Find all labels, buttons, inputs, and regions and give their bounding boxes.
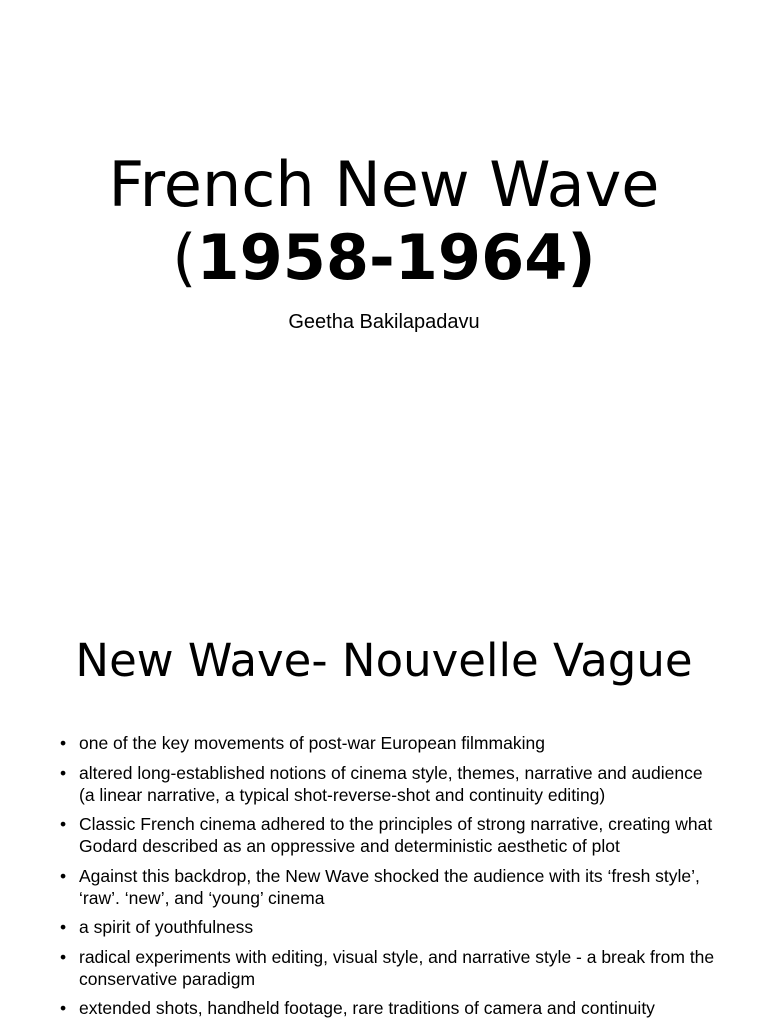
slide-subtitle-author: Geetha Bakilapadavu: [288, 311, 480, 333]
bullet-text: extended shots, handheld footage, rare traditions of camera and continuity: [79, 998, 655, 1018]
list-item: [60, 946, 720, 990]
list-item: [60, 865, 720, 909]
bullet-text: radical experiments with editing, visual style, and narrative style - a break from the conservative paradigm: [79, 946, 715, 989]
bullet-text: Against this backdrop, the New Wave shocked the audience with its ‘fresh style’, ‘raw’. ‘new’, and ‘young’ cinema: [79, 865, 700, 908]
bullet-dot: •: [60, 814, 67, 834]
bullet-text: altered long-established notions of cinema style, themes, narrative and audience (a linear narrative, a typical shot-reverse-shot and continuity editing): [79, 762, 703, 805]
list-item: [60, 997, 720, 1019]
bullet-dot: •: [60, 998, 67, 1018]
bullet-text: Classic French cinema adhered to the principles of strong narrative, creating what Godard described as an oppressive and deterministic aesthetic of plot: [79, 814, 713, 856]
list-item: [60, 732, 720, 754]
title-years: 1958-1964): [196, 221, 596, 294]
list-item: [60, 762, 720, 806]
slide-title-line-1: French New Wave: [108, 148, 660, 221]
list-item: [60, 813, 720, 857]
bullet-dot: •: [60, 917, 67, 937]
title-paren: (: [172, 221, 197, 294]
bullet-list: [60, 732, 720, 1024]
bullet-dot: •: [60, 946, 67, 967]
content-slide: [0, 576, 768, 1024]
list-item: [60, 916, 720, 938]
bullet-text: a spirit of youthfulness: [79, 917, 254, 937]
bullet-dot: •: [60, 762, 67, 783]
bullet-dot: •: [60, 865, 67, 886]
slide-title-line-2: [0, 219, 768, 297]
content-slide-title: New Wave- Nouvelle Vague: [75, 634, 693, 687]
bullet-dot: •: [60, 733, 67, 753]
bullet-text: one of the key movements of post-war European filmmaking: [79, 733, 545, 753]
